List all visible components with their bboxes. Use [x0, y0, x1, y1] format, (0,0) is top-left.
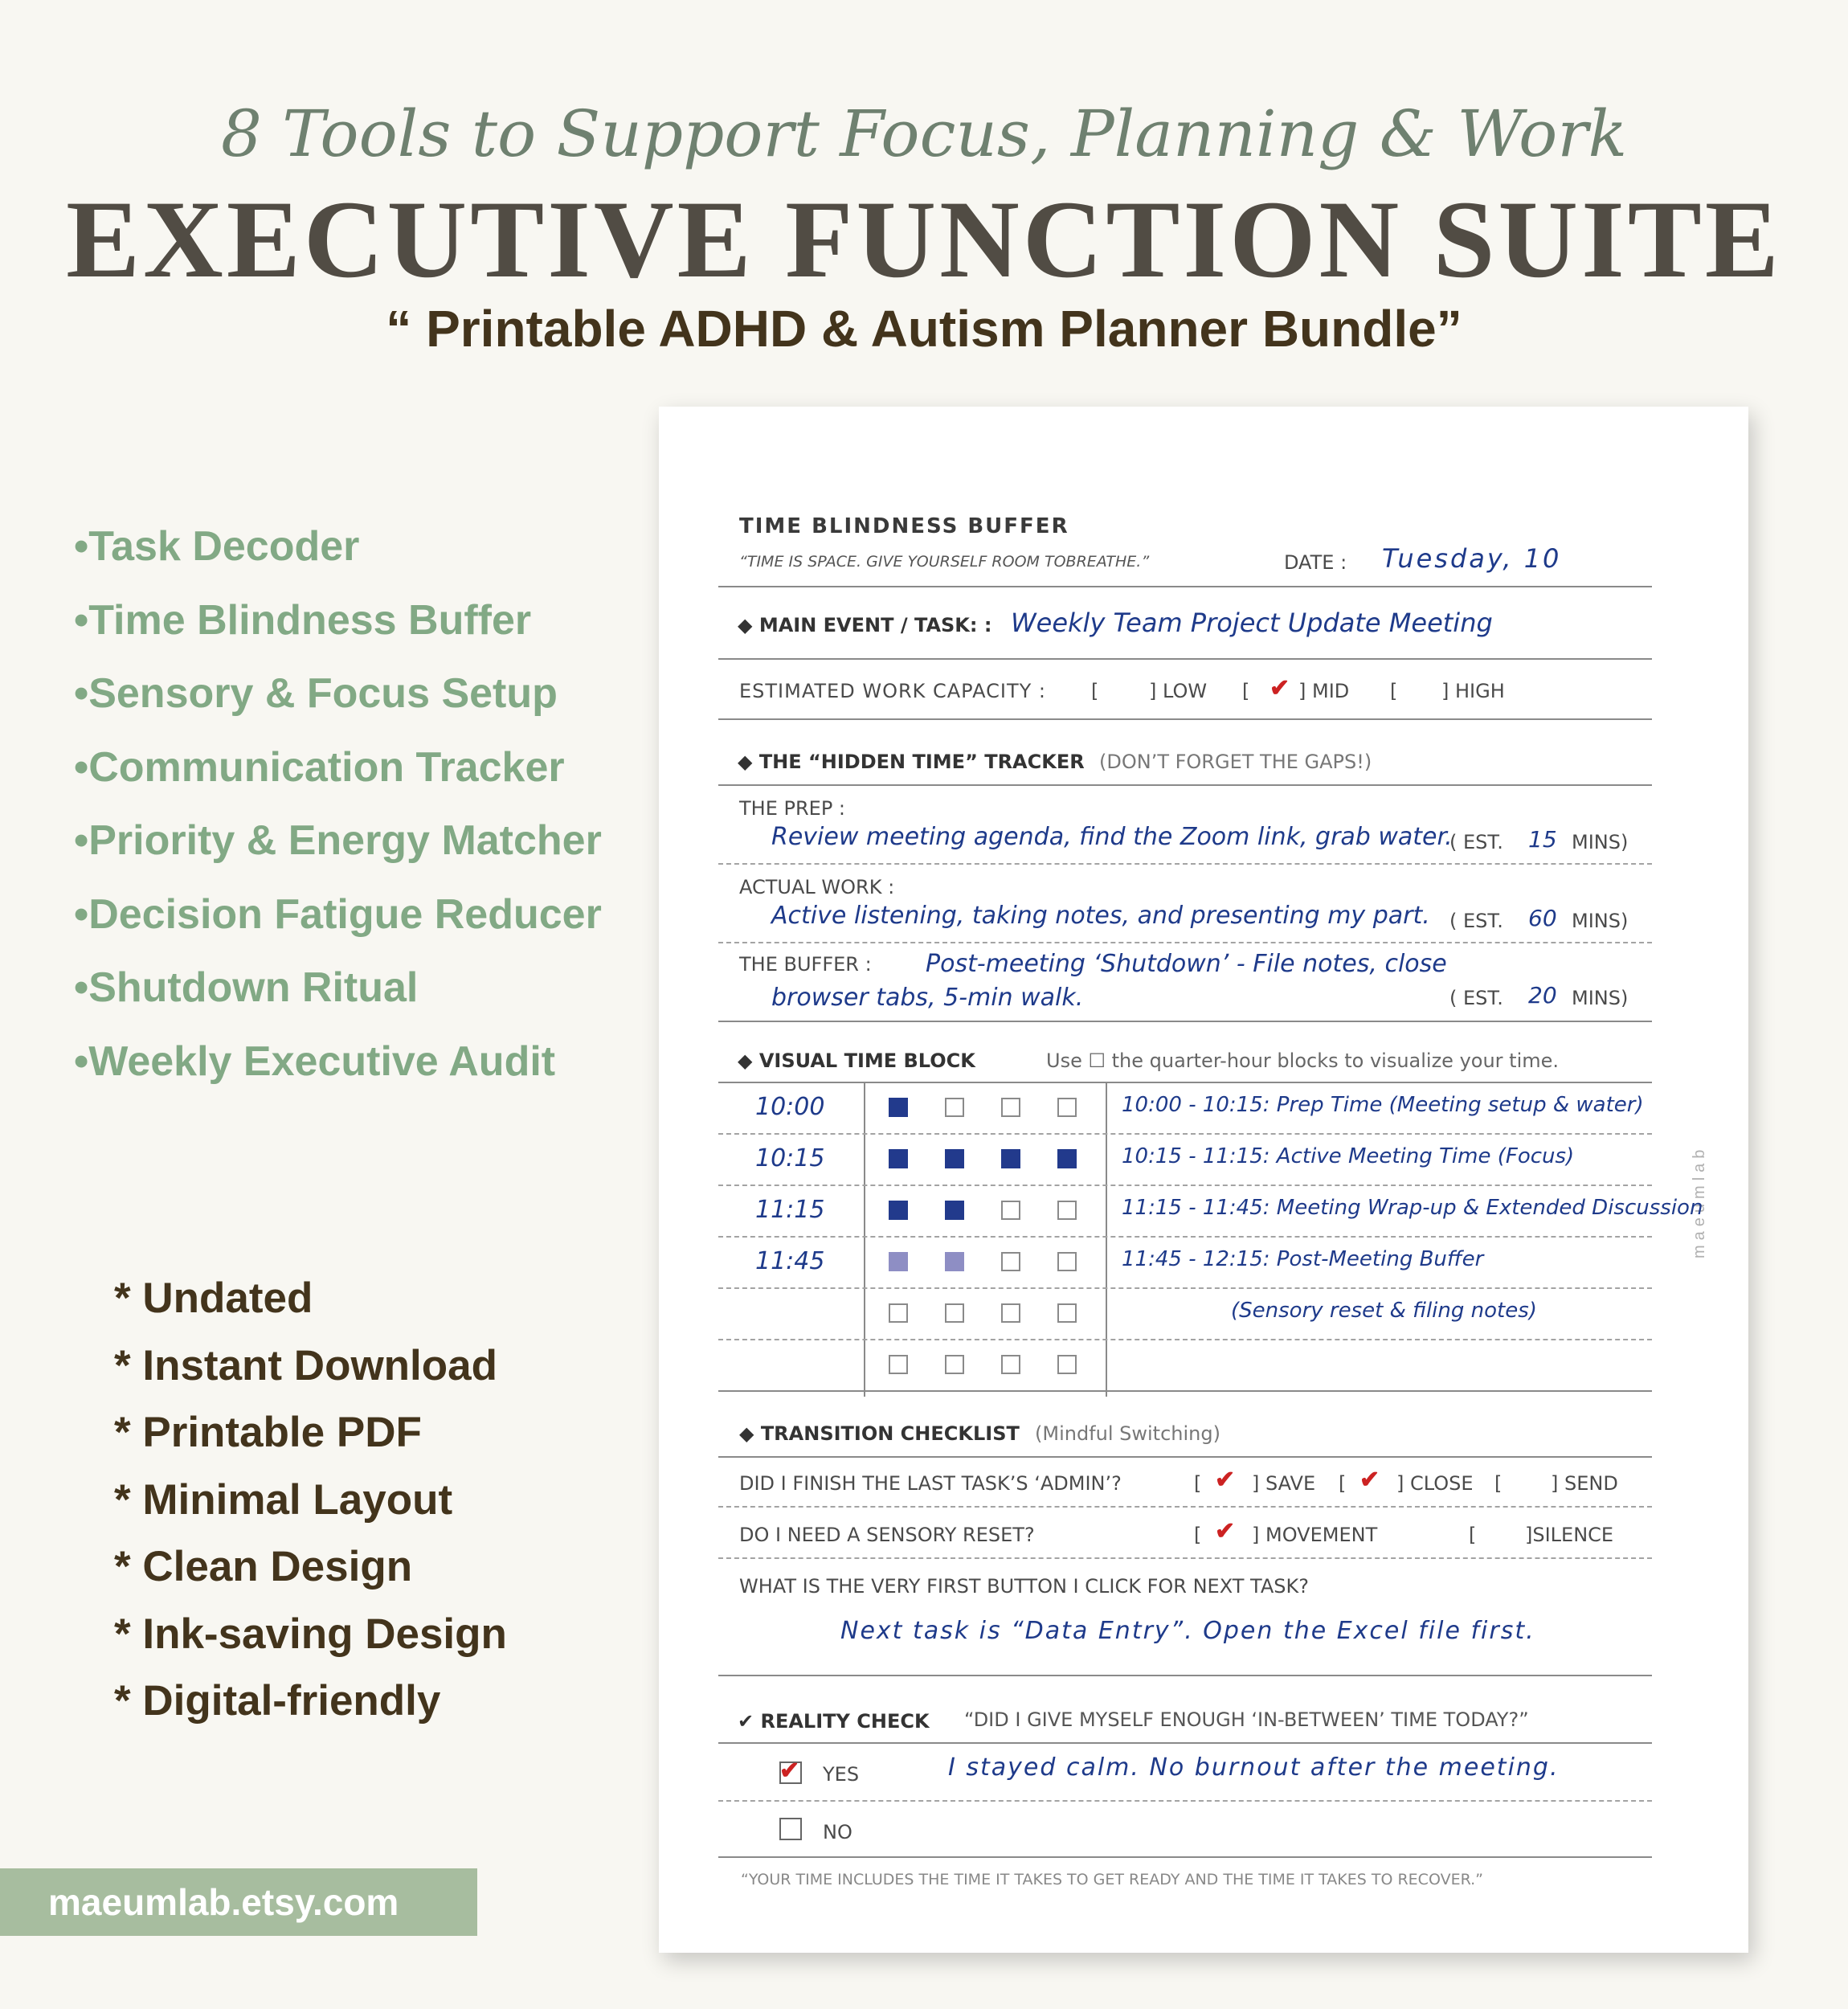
no-checkbox[interactable] [779, 1818, 802, 1840]
divider [718, 718, 1652, 720]
quarter-hour-block[interactable] [945, 1149, 964, 1168]
quarter-hour-block[interactable] [1057, 1303, 1077, 1323]
main-task-label: ◆ MAIN EVENT / TASK: : [738, 614, 992, 636]
feature-item: * Digital-friendly [114, 1677, 441, 1725]
date-value[interactable]: Tuesday, 10 [1382, 543, 1562, 574]
dashed-divider [718, 1800, 1652, 1802]
capacity-label: ESTIMATED WORK CAPACITY : [739, 680, 1046, 702]
dashed-divider [718, 1133, 1652, 1135]
quarter-hour-block[interactable] [1001, 1201, 1020, 1220]
transition-title: ◆ TRANSITION CHECKLIST [739, 1422, 1020, 1445]
divider [718, 1390, 1652, 1392]
feature-item: * Printable PDF [114, 1409, 422, 1456]
bracket: [ [1194, 1524, 1202, 1546]
watermark [1686, 1106, 1710, 1266]
check-mark-icon: ✔ [1215, 1518, 1236, 1545]
divider [718, 1675, 1652, 1676]
quarter-hour-block[interactable] [945, 1201, 964, 1220]
time-slot-label: 10:00 [755, 1093, 825, 1121]
quarter-hour-block[interactable] [1001, 1252, 1020, 1271]
capacity-high-bracket: [ [1390, 680, 1398, 702]
est-prefix: ( EST. [1449, 910, 1503, 932]
divider [718, 1021, 1652, 1022]
divider [718, 1856, 1652, 1858]
quarter-hour-block[interactable] [1057, 1098, 1077, 1117]
hidden-row-label: ACTUAL WORK : [739, 876, 895, 898]
transition-answer[interactable]: Next task is “Data Entry”. Open the Excel file first. [840, 1617, 1535, 1645]
column-divider [864, 1082, 865, 1397]
bracket: [ [1194, 1472, 1202, 1495]
est-prefix: ( EST. [1449, 987, 1503, 1009]
dashed-divider [718, 1236, 1652, 1238]
check-mark-icon: ✔ [1359, 1467, 1380, 1493]
hidden-row-label: THE BUFFER : [739, 953, 872, 976]
sheet-title: TIME BLINDNESS BUFFER [739, 514, 1069, 538]
visual-block-hint: Use ☐ the quarter-hour blocks to visualize your time. [1046, 1050, 1560, 1072]
hero-subtitle: 8 Tools to Support Focus, Planning & Work [220, 96, 1628, 171]
quarter-hour-block[interactable] [889, 1201, 908, 1220]
time-block-note[interactable]: 11:45 - 12:15: Post-Meeting Buffer [1122, 1247, 1484, 1271]
divider [718, 784, 1652, 786]
check-mark-icon: ✔ [1215, 1467, 1236, 1493]
est-suffix: MINS) [1572, 831, 1629, 853]
time-slot-label: 11:15 [755, 1196, 825, 1224]
visual-block-title: ◆ VISUAL TIME BLOCK [738, 1050, 975, 1072]
tool-item: •Decision Fatigue Reducer [74, 890, 602, 938]
tool-item: •Sensory & Focus Setup [74, 670, 558, 717]
quarter-hour-block[interactable] [1057, 1149, 1077, 1168]
est-value[interactable]: 20 [1528, 982, 1557, 1009]
option-close[interactable]: ] CLOSE [1396, 1472, 1474, 1495]
dashed-divider [718, 1287, 1652, 1289]
divider [718, 658, 1652, 660]
time-slot-label: 11:45 [755, 1247, 825, 1275]
hidden-row-text[interactable]: Post-meeting ‘Shutdown’ - File notes, close [926, 950, 1447, 978]
option-silence[interactable]: ]SILENCE [1525, 1524, 1614, 1546]
quarter-hour-block[interactable] [1001, 1303, 1020, 1323]
dashed-divider [718, 1557, 1652, 1559]
bracket: [ [1469, 1524, 1477, 1546]
feature-item: * Instant Download [114, 1341, 497, 1389]
tools-list [74, 514, 602, 1103]
feature-item: * Undated [114, 1275, 313, 1322]
quarter-hour-block[interactable] [1001, 1098, 1020, 1117]
watermark-text: maeumlab [1691, 1144, 1708, 1258]
time-block-note[interactable]: 11:15 - 11:45: Meeting Wrap-up & Extended Discussion [1122, 1196, 1703, 1220]
est-suffix: MINS) [1572, 910, 1629, 932]
option-save[interactable]: ] SAVE [1252, 1472, 1316, 1495]
dashed-divider [718, 1506, 1652, 1508]
quarter-hour-block[interactable] [1001, 1149, 1020, 1168]
check-mark-icon: ✔ [1269, 675, 1290, 702]
tool-item: •Communication Tracker [74, 743, 565, 791]
quarter-hour-block[interactable] [1057, 1252, 1077, 1271]
option-send[interactable]: ] SEND [1551, 1472, 1618, 1495]
hidden-time-title: ◆ THE “HIDDEN TIME” TRACKER [738, 751, 1085, 773]
tool-item: •Shutdown Ritual [74, 964, 419, 1011]
hidden-row-text[interactable]: Active listening, taking notes, and presenting my part. [771, 902, 1430, 930]
tool-item: •Weekly Executive Audit [74, 1037, 556, 1085]
divider [718, 586, 1652, 587]
planner-sheet [659, 407, 1748, 1953]
hidden-time-note: (DON’T FORGET THE GAPS!) [1099, 751, 1372, 773]
transition-q2: DO I NEED A SENSORY RESET? [739, 1524, 1035, 1546]
option-movement[interactable]: ] MOVEMENT [1252, 1524, 1378, 1546]
dashed-divider [718, 1339, 1652, 1340]
quarter-hour-block[interactable] [945, 1355, 964, 1374]
feature-item: * Ink-saving Design [114, 1610, 507, 1658]
quarter-hour-block[interactable] [889, 1303, 908, 1323]
no-label: NO [823, 1821, 852, 1843]
quarter-hour-block[interactable] [945, 1098, 964, 1117]
transition-q1: DID I FINISH THE LAST TASK’S ‘ADMIN’? [739, 1472, 1122, 1495]
est-prefix: ( EST. [1449, 831, 1503, 853]
dashed-divider [718, 863, 1652, 865]
features-list [114, 1268, 507, 1738]
bracket: [ [1494, 1472, 1503, 1495]
quarter-hour-block[interactable] [889, 1098, 908, 1117]
sheet-quote: “TIME IS SPACE. GIVE YOURSELF ROOM TOBREATHE.” [739, 553, 1150, 571]
capacity-mid-bracket: [ [1242, 680, 1250, 702]
transition-note: (Mindful Switching) [1035, 1422, 1220, 1445]
quarter-hour-block[interactable] [1001, 1355, 1020, 1374]
capacity-low[interactable]: ] LOW [1149, 680, 1208, 702]
tool-item: •Priority & Energy Matcher [74, 817, 602, 864]
bracket: [ [1339, 1472, 1347, 1495]
capacity-mid[interactable]: ] MID [1298, 680, 1350, 702]
capacity-high[interactable]: ] HIGH [1441, 680, 1505, 702]
time-slot-label: 10:15 [755, 1144, 825, 1172]
quarter-hour-block[interactable] [889, 1149, 908, 1168]
tool-item: •Task Decoder [74, 523, 360, 570]
transition-q3: WHAT IS THE VERY FIRST BUTTON I CLICK FOR NEXT TASK? [739, 1575, 1309, 1598]
divider [718, 1456, 1652, 1458]
yes-label: YES [823, 1763, 860, 1786]
est-value[interactable]: 15 [1528, 826, 1557, 853]
divider [718, 1742, 1652, 1744]
date-label: DATE : [1284, 551, 1347, 574]
feature-item: * Clean Design [114, 1543, 413, 1590]
main-task-value[interactable]: Weekly Team Project Update Meeting [1011, 608, 1493, 638]
quarter-hour-block[interactable] [945, 1252, 964, 1271]
capacity-low-bracket: [ [1091, 680, 1099, 702]
est-value[interactable]: 60 [1528, 905, 1557, 931]
sheet-footer-quote: “YOUR TIME INCLUDES THE TIME IT TAKES TO GET READY AND THE TIME IT TAKES TO RECOVER.” [741, 1871, 1483, 1888]
yes-note[interactable]: I stayed calm. No burnout after the meeting. [948, 1753, 1560, 1782]
time-block-note[interactable]: 10:00 - 10:15: Prep Time (Meeting setup & water) [1122, 1093, 1644, 1117]
quarter-hour-block[interactable] [889, 1252, 908, 1271]
divider [718, 1082, 1652, 1083]
time-block-note[interactable]: 10:15 - 11:15: Active Meeting Time (Focus) [1122, 1144, 1575, 1168]
hidden-row-label: THE PREP : [739, 797, 845, 820]
column-divider [1106, 1082, 1107, 1397]
hidden-row-text[interactable]: Review meeting agenda, find the Zoom link, grab water. [771, 823, 1453, 851]
time-block-note[interactable]: (Sensory reset & filing notes) [1231, 1299, 1537, 1323]
reality-question: “DID I GIVE MYSELF ENOUGH ‘IN-BETWEEN’ TIME TODAY?” [964, 1708, 1529, 1731]
check-mark-icon: ✔ [779, 1757, 800, 1784]
tool-item: •Time Blindness Buffer [74, 596, 532, 644]
hero-tagline: “ Printable ADHD & Autism Planner Bundle” [386, 300, 1462, 358]
est-suffix: MINS) [1572, 987, 1629, 1009]
hero-title: EXECUTIVE FUNCTION SUITE [66, 178, 1782, 301]
reality-title: ✔ REALITY CHECK [738, 1710, 930, 1733]
dashed-divider [718, 1185, 1652, 1186]
shop-link-banner[interactable]: maeumlab.etsy.com [0, 1868, 477, 1936]
hidden-row-text-continued[interactable]: browser tabs, 5-min walk. [771, 984, 1084, 1012]
quarter-hour-block[interactable] [945, 1303, 964, 1323]
dashed-divider [718, 942, 1652, 943]
quarter-hour-block[interactable] [1057, 1355, 1077, 1374]
quarter-hour-block[interactable] [889, 1355, 908, 1374]
feature-item: * Minimal Layout [114, 1475, 453, 1524]
quarter-hour-block[interactable] [1057, 1201, 1077, 1220]
